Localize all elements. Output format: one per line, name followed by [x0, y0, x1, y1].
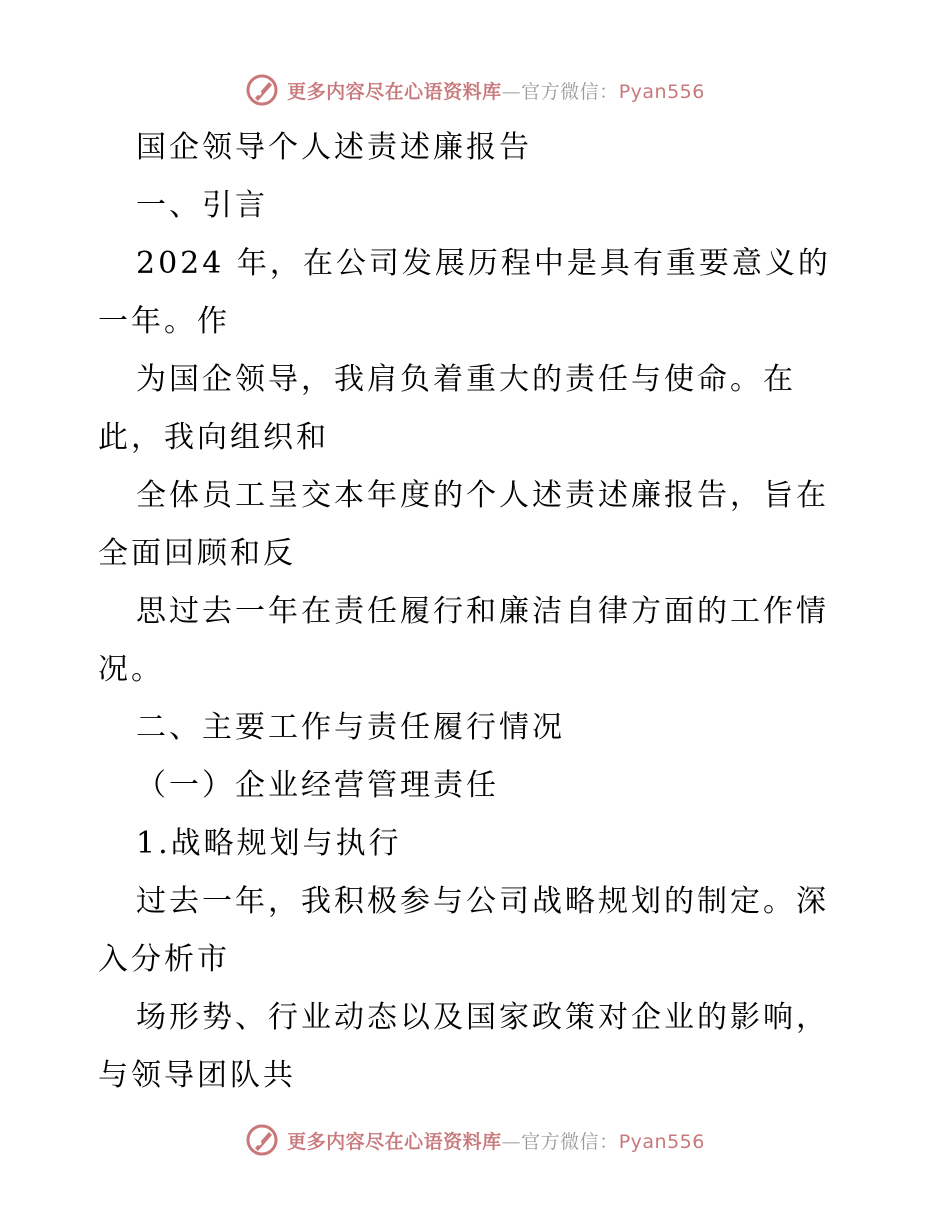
section-heading: 二、主要工作与责任履行情况	[136, 710, 565, 745]
header-banner	[0, 70, 950, 110]
paragraph-line: 一年。作	[98, 304, 230, 339]
header-brand: 更多内容尽在心语资料库	[287, 80, 502, 103]
paragraph-line: 入分析市	[98, 942, 230, 977]
paragraph-line: 思过去一年在责任履行和廉洁自律方面的工作情	[136, 594, 829, 629]
footer-banner-text	[287, 1127, 705, 1154]
header-separator: —	[501, 80, 522, 103]
paragraph-line: 为国企领导，我肩负着重大的责任与使命。在	[136, 362, 796, 397]
paragraph-line: 2024 年，在公司发展历程中是具有重要意义的	[136, 246, 831, 281]
paragraph-line: 全体员工呈交本年度的个人述责述廉报告，旨在	[136, 478, 829, 513]
paragraph-line: 与领导团队共	[98, 1058, 296, 1093]
item-heading: 1.战略规划与执行	[136, 826, 402, 861]
subsection-heading: （一）企业经营管理责任	[136, 768, 499, 803]
header-banner-text	[287, 77, 705, 104]
footer-banner	[0, 1120, 950, 1160]
footer-separator: —	[501, 1130, 522, 1153]
pen-logo-icon	[245, 1123, 279, 1157]
document-title: 国企领导个人述责述廉报告	[136, 130, 532, 165]
header-wechat-label: 官方微信：	[521, 80, 619, 103]
pen-logo-icon	[245, 73, 279, 107]
paragraph-line: 过去一年，我积极参与公司战略规划的制定。深	[136, 884, 829, 919]
footer-wechat-label: 官方微信：	[521, 1130, 619, 1153]
paragraph-line: 此，我向组织和	[98, 420, 329, 455]
paragraph-line: 况。	[98, 652, 164, 687]
header-wechat-id: Pyan556	[618, 80, 705, 103]
paragraph-line: 全面回顾和反	[98, 536, 296, 571]
paragraph-line: 场形势、行业动态以及国家政策对企业的影响，	[136, 1000, 829, 1035]
footer-wechat-id: Pyan556	[618, 1130, 705, 1153]
section-heading: 一、引言	[136, 188, 268, 223]
footer-brand: 更多内容尽在心语资料库	[287, 1130, 502, 1153]
